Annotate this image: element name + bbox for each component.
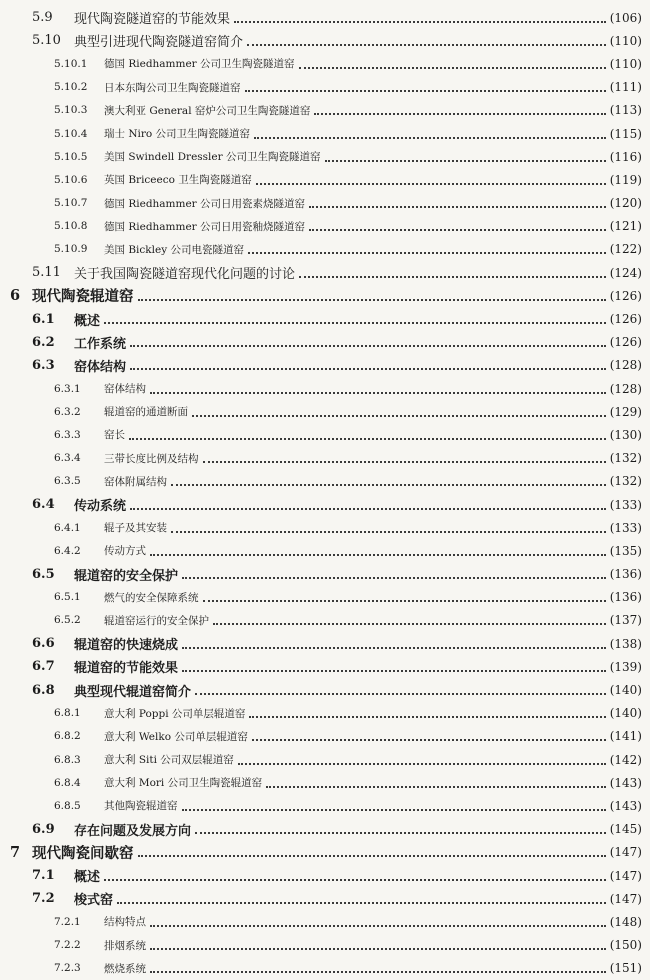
toc-entry-title: 窑长 <box>104 429 125 442</box>
toc-entry-title: 存在问题及发展方向 <box>74 823 192 839</box>
toc-entry-title: 辊子及其安装 <box>104 522 167 535</box>
toc-entry[interactable] <box>0 400 650 423</box>
toc-entry-page: (126) <box>609 288 642 303</box>
toc-entry[interactable] <box>0 29 650 52</box>
toc-entry-page: (142) <box>609 752 642 767</box>
toc-entry-number: 6.4 <box>32 497 55 513</box>
toc-entry[interactable] <box>0 238 650 261</box>
toc-entry-title: 燃烧系统 <box>104 962 146 975</box>
dot-leader <box>254 137 606 139</box>
toc-entry-number: 5.10.1 <box>54 57 88 70</box>
toc-entry-page: (151) <box>609 961 642 976</box>
toc-entry-page: (132) <box>609 451 642 466</box>
toc-entry-title: 窑体结构 <box>104 383 146 396</box>
toc-entry-title: 概述 <box>74 313 101 329</box>
dot-leader <box>138 299 606 301</box>
toc-entry-title: 典型引进现代陶瓷隧道窑简介 <box>74 35 244 51</box>
toc-entry-page: (128) <box>609 358 642 373</box>
toc-entry-number: 6.5.2 <box>54 614 81 627</box>
dot-leader <box>138 855 606 857</box>
toc-entry-page: (133) <box>609 520 642 535</box>
toc-entry[interactable] <box>0 122 650 145</box>
dot-leader <box>150 971 606 973</box>
toc-entry-page: (126) <box>609 335 642 350</box>
toc-entry-page: (137) <box>609 613 642 628</box>
toc-entry-number: 6.8.1 <box>54 707 81 720</box>
dot-leader <box>252 739 606 741</box>
toc-entry[interactable] <box>0 284 650 307</box>
toc-entry-title: 传动方式 <box>104 545 146 558</box>
table-of-contents <box>0 6 650 980</box>
toc-entry-page: (143) <box>609 775 642 790</box>
toc-entry-page: (121) <box>609 219 642 234</box>
toc-entry[interactable] <box>0 307 650 330</box>
toc-entry-number: 7 <box>10 843 21 861</box>
toc-entry-number: 6.3.1 <box>54 382 81 395</box>
dot-leader <box>213 623 606 625</box>
toc-entry[interactable] <box>0 934 650 957</box>
toc-entry-title: 概述 <box>74 870 101 886</box>
dot-leader <box>171 531 606 533</box>
toc-entry[interactable] <box>0 771 650 794</box>
toc-entry-number: 7.2.3 <box>54 962 81 975</box>
toc-entry-title: 传动系统 <box>74 499 127 515</box>
dot-leader <box>130 508 606 510</box>
toc-entry-number: 6.5.1 <box>54 591 81 604</box>
toc-entry-title: 美国 Swindell Dressler 公司卫生陶瓷隧道窑 <box>104 151 321 164</box>
toc-entry-number: 5.10.6 <box>54 173 88 186</box>
toc-entry-page: (110) <box>609 56 642 71</box>
toc-entry-title: 辊道窑的快速烧成 <box>74 638 179 654</box>
toc-entry[interactable] <box>0 563 650 586</box>
toc-entry[interactable] <box>0 655 650 678</box>
toc-entry-page: (113) <box>609 103 642 118</box>
toc-entry-number: 6.7 <box>32 659 55 675</box>
toc-entry-title: 工作系统 <box>74 336 127 352</box>
dot-leader <box>309 206 606 208</box>
toc-entry[interactable] <box>0 794 650 817</box>
toc-entry[interactable] <box>0 168 650 191</box>
toc-entry[interactable] <box>0 887 650 910</box>
toc-entry[interactable] <box>0 470 650 493</box>
toc-entry[interactable] <box>0 516 650 539</box>
dot-leader <box>104 322 606 324</box>
toc-entry-title: 美国 Bickley 公司电瓷隧道窑 <box>104 243 244 256</box>
toc-entry-page: (147) <box>609 891 642 906</box>
dot-leader <box>195 832 606 834</box>
toc-entry[interactable] <box>0 818 650 841</box>
toc-entry-title: 现代陶瓷间歇窑 <box>32 844 134 862</box>
toc-entry-number: 6.9 <box>32 821 55 837</box>
toc-entry-page: (115) <box>609 126 642 141</box>
dot-leader <box>130 345 606 347</box>
toc-entry-number: 5.11 <box>32 265 61 281</box>
toc-entry-title: 排烟系统 <box>104 939 146 952</box>
toc-entry-title: 辊道窑的通道断面 <box>104 406 188 419</box>
toc-entry-page: (138) <box>609 636 642 651</box>
toc-entry-number: 5.10.2 <box>54 81 88 94</box>
toc-entry[interactable] <box>0 331 650 354</box>
dot-leader <box>150 925 606 927</box>
toc-entry[interactable] <box>0 145 650 168</box>
toc-entry-number: 6.8.4 <box>54 776 81 789</box>
toc-entry[interactable] <box>0 354 650 377</box>
toc-entry-page: (132) <box>609 474 642 489</box>
toc-entry-page: (140) <box>609 706 642 721</box>
toc-entry-number: 5.10.5 <box>54 150 88 163</box>
toc-entry-title: 澳大利亚 General 窑炉公司卫生陶瓷隧道窑 <box>104 104 311 117</box>
dot-leader <box>129 438 606 440</box>
toc-entry-title: 意大利 Welko 公司单层辊道窑 <box>104 730 248 743</box>
toc-entry-page: (111) <box>609 80 642 95</box>
dot-leader <box>182 577 606 579</box>
toc-entry[interactable] <box>0 6 650 29</box>
toc-entry-page: (130) <box>609 427 642 442</box>
dot-leader <box>314 113 605 115</box>
dot-leader <box>247 44 606 46</box>
toc-entry-number: 7.1 <box>32 868 55 884</box>
toc-entry-title: 梭式窑 <box>74 893 114 909</box>
dot-leader <box>192 415 606 417</box>
toc-entry-page: (110) <box>609 33 642 48</box>
toc-entry-title: 辊道窑的节能效果 <box>74 661 179 677</box>
toc-entry-title: 德国 Riedhammer 公司日用瓷釉烧隧道窑 <box>104 220 306 233</box>
toc-entry-page: (116) <box>609 149 642 164</box>
toc-entry-number: 6.8 <box>32 682 55 698</box>
toc-entry-number: 6.3.3 <box>54 428 81 441</box>
toc-entry-page: (136) <box>609 567 642 582</box>
toc-entry-page: (133) <box>609 497 642 512</box>
toc-entry-page: (147) <box>609 868 642 883</box>
dot-leader <box>150 554 606 556</box>
toc-entry-number: 6.4.2 <box>54 544 81 557</box>
toc-entry-number: 5.10.3 <box>54 104 88 117</box>
toc-entry-number: 6.5 <box>32 566 55 582</box>
toc-entry-title: 瑞士 Niro 公司卫生陶瓷隧道窑 <box>104 128 251 141</box>
toc-entry[interactable] <box>0 725 650 748</box>
toc-entry-page: (128) <box>609 381 642 396</box>
toc-entry-number: 5.10.7 <box>54 197 88 210</box>
toc-entry-number: 6.6 <box>32 636 55 652</box>
toc-entry-title: 窑体结构 <box>74 359 127 375</box>
toc-entry-number: 7.2 <box>32 891 55 907</box>
dot-leader <box>245 90 606 92</box>
dot-leader <box>266 786 606 788</box>
toc-entry-page: (126) <box>609 312 642 327</box>
toc-entry-title: 现代陶瓷隧道窑的节能效果 <box>74 12 231 28</box>
toc-entry[interactable] <box>0 748 650 771</box>
toc-entry-title: 现代陶瓷辊道窑 <box>32 288 134 306</box>
dot-leader <box>203 600 606 602</box>
toc-entry[interactable] <box>0 864 650 887</box>
toc-entry-page: (135) <box>609 543 642 558</box>
dot-leader <box>248 252 606 254</box>
toc-entry-page: (124) <box>609 265 642 280</box>
toc-entry-page: (122) <box>609 242 642 257</box>
toc-entry-page: (150) <box>609 938 642 953</box>
toc-entry-number: 5.10.8 <box>54 220 88 233</box>
toc-entry-title: 窑体附属结构 <box>104 475 167 488</box>
dot-leader <box>104 879 606 881</box>
toc-entry-page: (143) <box>609 798 642 813</box>
toc-entry-page: (129) <box>609 404 642 419</box>
toc-entry[interactable] <box>0 76 650 99</box>
toc-entry[interactable] <box>0 539 650 562</box>
toc-entry-number: 6.1 <box>32 311 55 327</box>
toc-entry-number: 5.10.4 <box>54 127 88 140</box>
dot-leader <box>299 67 606 69</box>
toc-entry-number: 5.10.9 <box>54 243 88 256</box>
toc-entry[interactable] <box>0 702 650 725</box>
toc-entry-number: 5.10 <box>32 33 61 49</box>
dot-leader <box>150 392 606 394</box>
toc-entry-title: 意大利 Siti 公司双层辊道窑 <box>104 754 234 767</box>
toc-entry-number: 6.8.5 <box>54 799 81 812</box>
toc-entry-number: 6.2 <box>32 334 55 350</box>
toc-entry-title: 意大利 Mori 公司卫生陶瓷辊道窑 <box>104 777 263 790</box>
toc-entry[interactable] <box>0 586 650 609</box>
toc-entry[interactable] <box>0 192 650 215</box>
toc-entry-title: 关于我国陶瓷隧道窑现代化问题的讨论 <box>74 267 296 283</box>
toc-entry-number: 6.8.3 <box>54 753 81 766</box>
toc-entry-number: 7.2.1 <box>54 915 81 928</box>
toc-entry-number: 6.4.1 <box>54 521 81 534</box>
toc-entry-title: 英国 Briceeco 卫生陶瓷隧道窑 <box>104 174 252 187</box>
toc-entry-title: 典型现代辊道窑简介 <box>74 684 192 700</box>
toc-entry[interactable] <box>0 447 650 470</box>
dot-leader <box>171 484 606 486</box>
toc-entry-title: 辊道窑的安全保护 <box>74 568 179 584</box>
toc-entry[interactable] <box>0 841 650 864</box>
dot-leader <box>203 461 606 463</box>
toc-entry[interactable] <box>0 52 650 75</box>
toc-entry-page: (119) <box>609 172 642 187</box>
toc-entry[interactable] <box>0 493 650 516</box>
toc-entry-page: (136) <box>609 590 642 605</box>
toc-entry-title: 德国 Riedhammer 公司卫生陶瓷隧道窑 <box>104 58 295 71</box>
toc-entry-page: (145) <box>609 822 642 837</box>
toc-entry[interactable] <box>0 678 650 701</box>
dot-leader <box>117 902 606 904</box>
toc-entry-title: 燃气的安全保障系统 <box>104 591 199 604</box>
toc-entry[interactable] <box>0 423 650 446</box>
toc-entry-page: (140) <box>609 683 642 698</box>
toc-entry-page: (147) <box>609 845 642 860</box>
toc-entry-title: 三带长度比例及结构 <box>104 452 199 465</box>
toc-entry-page: (139) <box>609 659 642 674</box>
toc-entry-title: 辊道窑运行的安全保护 <box>104 614 209 627</box>
toc-entry[interactable] <box>0 910 650 933</box>
dot-leader <box>249 716 605 718</box>
toc-entry-title: 结构特点 <box>104 916 146 929</box>
dot-leader <box>150 948 606 950</box>
toc-entry-number: 7.2.2 <box>54 939 81 952</box>
dot-leader <box>238 763 606 765</box>
toc-entry[interactable] <box>0 99 650 122</box>
toc-entry[interactable] <box>0 957 650 980</box>
dot-leader <box>195 693 606 695</box>
toc-entry-number: 6 <box>10 287 21 305</box>
toc-entry-page: (120) <box>609 196 642 211</box>
toc-entry-number: 6.8.2 <box>54 730 81 743</box>
dot-leader <box>182 670 606 672</box>
toc-entry-title: 德国 Riedhammer 公司日用瓷素烧隧道窑 <box>104 197 306 210</box>
dot-leader <box>309 229 606 231</box>
toc-entry-number: 6.3 <box>32 357 55 373</box>
dot-leader <box>234 21 606 23</box>
toc-entry[interactable] <box>0 215 650 238</box>
toc-entry[interactable] <box>0 609 650 632</box>
toc-entry-number: 6.3.5 <box>54 475 81 488</box>
toc-entry-number: 5.9 <box>32 10 53 26</box>
toc-entry[interactable] <box>0 377 650 400</box>
toc-entry-title: 其他陶瓷辊道窑 <box>104 800 178 813</box>
toc-entry-title: 日本东陶公司卫生陶瓷隧道窑 <box>104 81 241 94</box>
dot-leader <box>130 368 606 370</box>
toc-entry-page: (141) <box>609 729 642 744</box>
dot-leader <box>182 647 606 649</box>
toc-entry-number: 6.3.2 <box>54 405 81 418</box>
toc-entry-page: (106) <box>609 10 642 25</box>
toc-entry-title: 意大利 Poppi 公司单层辊道窑 <box>104 707 246 720</box>
dot-leader <box>299 276 606 278</box>
dot-leader <box>325 160 606 162</box>
toc-entry[interactable] <box>0 261 650 284</box>
toc-entry-number: 6.3.4 <box>54 452 81 465</box>
toc-entry-page: (148) <box>609 914 642 929</box>
toc-entry[interactable] <box>0 632 650 655</box>
dot-leader <box>256 183 606 185</box>
dot-leader <box>182 809 606 811</box>
